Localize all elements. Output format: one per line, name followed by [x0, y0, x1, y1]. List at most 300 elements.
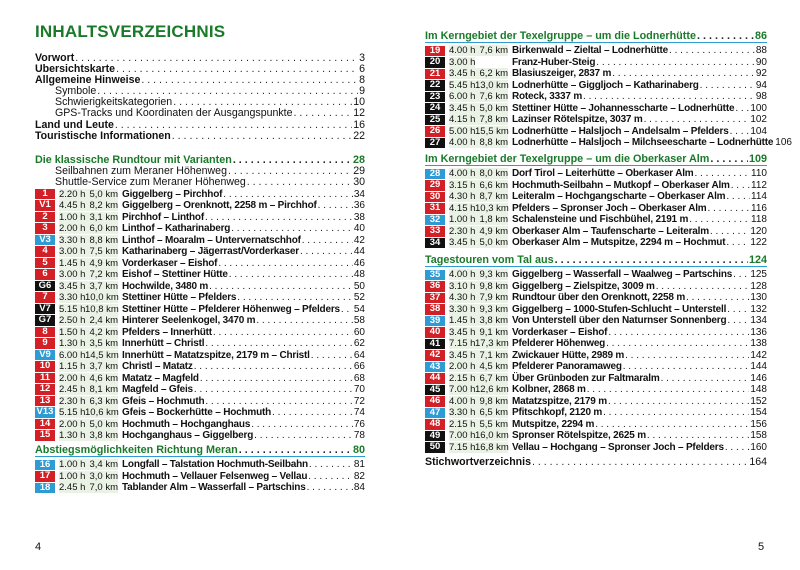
tour-number-badge: 3: [35, 223, 55, 234]
tour-row[interactable]: [35, 292, 365, 304]
dot-leader: [205, 212, 353, 223]
tour-distance: 3,5 km: [85, 338, 118, 349]
tour-row[interactable]: [35, 482, 365, 494]
tour-row[interactable]: [425, 327, 767, 339]
entry-title: Touristische Informationen: [35, 130, 171, 142]
tour-row[interactable]: [425, 304, 767, 316]
dot-leader: [727, 315, 749, 326]
tour-distance: 7,0 km: [85, 482, 118, 493]
dot-leader: [205, 338, 353, 349]
entry-title: Vorwort: [35, 53, 75, 64]
tour-distance: 5,0 km: [85, 189, 118, 200]
tour-row[interactable]: [35, 384, 365, 396]
dot-leader: [603, 407, 749, 418]
dot-leader: [710, 226, 749, 237]
tour-row[interactable]: [425, 292, 767, 304]
tour-page: 68: [353, 372, 365, 384]
tour-distance: 7,1 km: [475, 350, 508, 361]
dot-leader: [695, 168, 751, 179]
tour-number-badge: G6: [35, 281, 55, 292]
tour-row[interactable]: [35, 471, 365, 483]
tour-duration: 4.00 h: [449, 269, 476, 281]
tour-page: 106: [775, 137, 792, 149]
entry-title: Stichwortverzeichnis: [425, 457, 531, 468]
dot-leader: [307, 482, 353, 493]
tour-distance: 2,4 km: [85, 315, 118, 326]
toc-entry[interactable]: [35, 64, 365, 75]
tour-row[interactable]: [35, 315, 365, 327]
tour-row[interactable]: [425, 45, 767, 57]
tour-distance: 9,1 km: [475, 327, 508, 338]
tour-distance: 16,8 km: [475, 441, 509, 453]
tour-name: Longfall – Talstation Hochmuth-Seilbahn: [122, 459, 308, 471]
tour-row[interactable]: [35, 188, 365, 200]
dot-leader: [625, 350, 749, 361]
dot-leader: [726, 237, 749, 248]
dot-leader: [700, 80, 755, 91]
tour-number-badge: 15: [35, 430, 55, 441]
tour-number-badge: 41: [425, 339, 445, 350]
tour-name: Hochmuth – Hochganghaus: [122, 418, 251, 430]
tour-row[interactable]: [35, 326, 365, 338]
tour-row[interactable]: [425, 136, 792, 149]
tour-row[interactable]: [35, 257, 365, 269]
tour-page: 142: [750, 349, 767, 361]
tour-duration: 3.45 h: [59, 280, 86, 292]
dot-leader: [254, 430, 353, 441]
dot-leader: [213, 327, 353, 338]
tour-row[interactable]: [35, 234, 365, 246]
entry-title: GPS-Tracks und Koordinaten der Ausgangspunkte: [55, 108, 293, 120]
tour-duration: 3.45 h: [449, 349, 476, 361]
toc-entry[interactable]: [35, 75, 365, 86]
tour-duration: 2.00 h: [59, 223, 86, 235]
tour-page: 60: [353, 326, 365, 338]
tour-distance: 14,5 km: [85, 349, 119, 361]
tour-page: 130: [750, 292, 767, 304]
tour-page: 52: [353, 292, 365, 304]
tour-distance: 8,1 km: [85, 384, 118, 395]
dot-leader: [612, 68, 755, 79]
tour-name: Innerhütt – Matatzspitze, 2179 m – Christl: [122, 349, 310, 361]
tour-distance: 10,3 km: [475, 202, 509, 214]
tour-page: 74: [353, 407, 365, 419]
tour-duration: 4.15 h: [449, 114, 476, 126]
dot-leader: [669, 45, 755, 56]
tour-row[interactable]: [425, 203, 767, 215]
tour-number-badge: 29: [425, 180, 445, 191]
tour-page: 114: [751, 191, 767, 203]
tour-name: Stettiner Hütte – Johannesscharte – Lodnerhütte: [512, 102, 735, 114]
section-rundtour: [35, 155, 365, 441]
tour-row[interactable]: [35, 303, 365, 315]
toc-subentry[interactable]: [35, 166, 365, 177]
tour-distance: 8,8 km: [85, 235, 118, 246]
tour-number-badge: V1: [35, 200, 55, 211]
dot-leader: [300, 246, 353, 257]
tour-number-badge: G7: [35, 315, 55, 326]
toc-entry[interactable]: [35, 86, 365, 97]
tour-number-badge: 45: [425, 385, 445, 396]
section-title: Im Kerngebiet der Texelgruppe – um die Lodnerhütte: [425, 31, 696, 42]
tour-distance: 9,8 km: [475, 281, 508, 292]
tour-number-badge: 20: [425, 57, 445, 68]
tour-duration: 1.00 h: [449, 214, 476, 226]
tour-number-badge: 1: [35, 189, 55, 200]
tour-row[interactable]: [425, 442, 767, 454]
tour-row[interactable]: [35, 246, 365, 258]
section-page: 28: [352, 155, 365, 166]
tour-page: 90: [755, 56, 767, 68]
section-heading[interactable]: [35, 445, 365, 456]
tour-name: Hochmuth – Vellauer Felsenweg – Vellau: [122, 470, 308, 482]
tour-number-badge: 35: [425, 270, 445, 281]
tour-page: 144: [750, 361, 767, 373]
tour-name: Giggelberg – Orenknott, 2258 m – Pirchhof: [122, 200, 317, 212]
entry-page: 29: [353, 166, 365, 178]
tour-page: 92: [755, 68, 767, 80]
tour-duration: 3.45 h: [449, 326, 476, 338]
tour-name: Kolbner, 2868 m: [512, 384, 586, 396]
page-title: INHALTSVERZEICHNIS: [35, 22, 226, 41]
tour-row[interactable]: [425, 315, 767, 327]
section-page: 80: [352, 445, 365, 456]
tour-page: 136: [750, 326, 767, 338]
tour-page: 54: [353, 303, 365, 315]
tour-distance: 8,0 km: [475, 168, 508, 179]
tour-page: 134: [750, 315, 767, 327]
tour-row[interactable]: [425, 57, 767, 69]
tour-distance: 3,0 km: [85, 471, 118, 482]
dot-leader: [731, 180, 750, 191]
tour-page: 128: [750, 280, 767, 292]
tour-distance: 7,5 km: [85, 246, 118, 257]
tour-duration: 4.00 h: [449, 137, 476, 149]
tour-row[interactable]: [35, 269, 365, 281]
tour-row[interactable]: [425, 361, 767, 373]
tour-row[interactable]: [425, 419, 767, 431]
dot-leader: [726, 191, 750, 202]
tour-row[interactable]: [425, 68, 767, 80]
tour-distance: 4,5 km: [475, 361, 508, 372]
tour-row[interactable]: [425, 373, 767, 385]
tour-duration: 5.15 h: [59, 303, 86, 315]
tour-name: Christl – Matatz: [122, 361, 193, 373]
tour-distance: 9,3 km: [475, 304, 508, 315]
toc-entry[interactable]: [35, 97, 365, 108]
tour-distance: 8,7 km: [475, 191, 508, 202]
tour-distance: 8,2 km: [85, 200, 118, 211]
tour-row[interactable]: [35, 372, 365, 384]
toc-general: [35, 53, 365, 142]
tour-distance: 16,0 km: [475, 430, 509, 442]
tour-duration: 7.15 h: [449, 338, 476, 350]
tour-row[interactable]: [425, 237, 767, 249]
tour-number-badge: V3: [35, 235, 55, 246]
tour-distance: 3,7 km: [85, 361, 118, 372]
toc-entry[interactable]: [35, 131, 365, 142]
tour-number-badge: 23: [425, 92, 445, 103]
tour-distance: 15,5 km: [475, 125, 509, 137]
section-tagestouren: [425, 255, 767, 453]
tour-duration: 2.30 h: [449, 225, 476, 237]
tour-page: 148: [750, 384, 767, 396]
tour-page: 66: [353, 361, 365, 373]
tour-row[interactable]: [425, 338, 767, 350]
tour-row[interactable]: [425, 168, 767, 180]
dot-leader: [223, 189, 353, 200]
tour-distance: 4,2 km: [85, 327, 118, 338]
tour-row[interactable]: [35, 338, 365, 350]
tour-distance: 3,7 km: [85, 281, 118, 292]
tour-number-badge: 18: [35, 483, 55, 494]
entry-page: 16: [353, 119, 365, 131]
tour-distance: 5,0 km: [85, 419, 118, 430]
tour-page: 82: [353, 470, 365, 482]
section-page: 86: [754, 31, 767, 42]
tour-row[interactable]: [35, 407, 365, 419]
tour-name: Giggelberg – Wasserfall – Waalweg – Partschins: [512, 269, 733, 281]
tour-distance: 6,6 km: [475, 180, 508, 191]
tour-name: Pfelders – Spronser Joch – Oberkaser Alm: [512, 202, 707, 214]
tour-row[interactable]: [35, 459, 365, 471]
tour-page: 154: [750, 407, 767, 419]
tour-number-badge: 9: [35, 338, 55, 349]
tour-duration: 7.15 h: [449, 441, 476, 453]
tour-name: Matatzspitze, 2179 m: [512, 395, 607, 407]
toc-entry[interactable]: [35, 53, 365, 64]
tour-page: 42: [353, 234, 365, 246]
tour-name: Roteck, 3337 m: [512, 91, 583, 103]
tour-name: Spronser Rötelspitze, 2625 m: [512, 430, 646, 442]
section-title: Die klassische Rundtour mit Varianten: [35, 155, 232, 166]
tour-page: 125: [750, 269, 767, 281]
tour-duration: 1.45 h: [59, 257, 86, 269]
tour-duration: 3.00 h: [449, 56, 476, 68]
tour-number-badge: 16: [35, 460, 55, 471]
tour-row[interactable]: [35, 418, 365, 430]
tour-distance: 5,0 km: [475, 103, 508, 114]
tour-name: Stettiner Hütte – Pfelderer Höhenweg – Pfelders: [122, 303, 340, 315]
tour-duration: 5.45 h: [449, 79, 476, 91]
tour-row[interactable]: [425, 91, 767, 103]
entry-page: 10: [353, 97, 365, 109]
tour-distance: 7,8 km: [475, 114, 508, 125]
section-divider: [35, 456, 365, 457]
tour-number-badge: 30: [425, 192, 445, 203]
tour-page: 152: [750, 395, 767, 407]
tour-page: 50: [353, 280, 365, 292]
tour-duration: 1.30 h: [59, 430, 86, 442]
tour-row[interactable]: [425, 180, 767, 192]
toc-entry[interactable]: [35, 108, 365, 119]
dot-leader: [623, 361, 750, 372]
tour-distance: 4,6 km: [85, 373, 118, 384]
tour-name: Gfeis – Bockerhütte – Hochmuth: [122, 407, 272, 419]
index-entry: [425, 457, 767, 468]
tour-page: 40: [353, 223, 365, 235]
tour-page: 44: [353, 246, 365, 258]
dot-leader: [205, 396, 353, 407]
dot-leader: [272, 407, 353, 418]
tour-row[interactable]: [35, 430, 365, 442]
tour-name: Pfelderer Höhenweg: [512, 338, 606, 350]
dot-leader: [689, 214, 750, 225]
section-heading[interactable]: [425, 31, 767, 42]
tour-distance: 4,9 km: [475, 226, 508, 237]
tour-name: Mutspitze, 2294 m: [512, 418, 595, 430]
tour-duration: 1.30 h: [59, 338, 86, 350]
dot-leader: [587, 384, 750, 395]
dot-leader: [309, 459, 353, 470]
tour-number-badge: 17: [35, 471, 55, 482]
tour-page: 100: [750, 102, 767, 114]
tour-name: Oberkaser Alm – Mutspitze, 2294 m – Hochmut: [512, 237, 726, 249]
tour-duration: 2.30 h: [59, 395, 86, 407]
tour-duration: 3.30 h: [449, 407, 476, 419]
tour-number-badge: 8: [35, 327, 55, 338]
tour-page: 84: [353, 482, 365, 494]
tour-row[interactable]: [425, 126, 767, 138]
tour-row[interactable]: [425, 384, 767, 396]
tour-duration: 1.50 h: [59, 326, 86, 338]
section-lodnerhuette: [425, 31, 792, 149]
tour-number-badge: 25: [425, 115, 445, 126]
tour-page: 122: [750, 237, 767, 249]
tour-distance: 8,8 km: [475, 137, 508, 148]
tour-distance: 5,0 km: [475, 237, 508, 248]
tour-page: 102: [750, 114, 767, 126]
dot-leader: [733, 269, 749, 280]
section-heading[interactable]: [35, 155, 365, 166]
dot-leader: [341, 304, 353, 315]
tour-duration: 3.15 h: [449, 179, 476, 191]
tour-page: 76: [353, 418, 365, 430]
tour-row[interactable]: [425, 214, 767, 226]
entry-title: Seilbahnen zum Meraner Höhenweg: [55, 166, 227, 178]
dot-leader: [708, 203, 751, 214]
tour-name: Pfelders – Innerhütt: [122, 326, 212, 338]
tour-name: Vorderkaser – Eishof: [122, 257, 218, 269]
tour-page: 112: [751, 179, 767, 191]
tour-row[interactable]: [425, 407, 767, 419]
tour-row[interactable]: [425, 80, 767, 92]
tour-row[interactable]: [35, 280, 365, 292]
tour-duration: 2.15 h: [449, 372, 476, 384]
dot-leader: [710, 154, 748, 165]
tour-page: 48: [353, 269, 365, 281]
tour-duration: 3.10 h: [449, 280, 476, 292]
tour-row[interactable]: [425, 103, 767, 115]
tour-row[interactable]: [35, 349, 365, 361]
tour-number-badge: 24: [425, 103, 445, 114]
dot-leader: [173, 97, 352, 108]
tour-name: Gfeis – Hochmuth: [122, 395, 205, 407]
tour-name: Stettiner Hütte – Pfelders: [122, 292, 237, 304]
tour-page: 62: [353, 338, 365, 350]
tour-page: 72: [353, 395, 365, 407]
tour-name: Giggelberg – Pirchhof: [122, 188, 223, 200]
toc-subentry[interactable]: [35, 177, 365, 188]
section-title: Im Kerngebiet der Texelgruppe – um die Oberkaser Alm: [425, 154, 710, 165]
tour-name: Hinterer Seelenkogel, 3470 m: [122, 315, 256, 327]
section-page: 124: [748, 255, 767, 266]
tour-row[interactable]: [425, 281, 767, 293]
tour-row[interactable]: [35, 200, 365, 212]
dot-leader: [194, 361, 353, 372]
tour-number-badge: 32: [425, 215, 445, 226]
tour-name: Innerhütt – Christl: [122, 338, 205, 350]
tour-row[interactable]: [35, 395, 365, 407]
tour-number-badge: 22: [425, 80, 445, 91]
section-heading[interactable]: [425, 255, 767, 266]
tour-number-badge: 38: [425, 304, 445, 315]
tour-number-badge: 43: [425, 362, 445, 373]
tour-distance: 6,2 km: [475, 68, 508, 79]
section-heading[interactable]: [425, 154, 767, 165]
tour-distance: 5,5 km: [475, 419, 508, 430]
section-abstieg: [35, 445, 365, 494]
tour-name: Pfelderer Panoramaweg: [512, 361, 622, 373]
toc-entry[interactable]: [425, 457, 767, 468]
dot-leader: [727, 304, 749, 315]
tour-duration: 1.45 h: [449, 315, 476, 327]
dot-leader: [656, 281, 750, 292]
tour-page: 104: [750, 125, 767, 137]
tour-distance: 7,9 km: [475, 292, 508, 303]
section-divider: [425, 165, 767, 166]
tour-page: 146: [750, 372, 767, 384]
dot-leader: [231, 223, 353, 234]
tour-number-badge: 50: [425, 442, 445, 453]
entry-page: 6: [359, 64, 365, 76]
dot-leader: [302, 235, 353, 246]
tour-row[interactable]: [425, 191, 767, 203]
tour-name: Pirchhof – Linthof: [122, 211, 204, 223]
toc-entry[interactable]: [35, 120, 365, 131]
tour-page: 110: [751, 168, 767, 180]
entry-page: 9: [359, 86, 365, 98]
tour-row[interactable]: [425, 350, 767, 362]
tour-number-badge: 5: [35, 258, 55, 269]
entry-title: Symbole: [55, 86, 97, 98]
tour-row[interactable]: [425, 269, 767, 281]
tour-distance: 6,5 km: [475, 407, 508, 418]
tour-row[interactable]: [35, 211, 365, 223]
dot-leader: [218, 258, 353, 269]
section-divider: [425, 266, 767, 267]
dot-leader: [247, 177, 352, 188]
tour-number-badge: 27: [425, 138, 445, 149]
tour-row[interactable]: [425, 430, 767, 442]
tour-row[interactable]: [35, 223, 365, 235]
entry-page: 3: [359, 53, 365, 64]
tour-name: Lazinser Rötelspitze, 3037 m: [512, 114, 643, 126]
tour-duration: 4.30 h: [449, 191, 476, 203]
section-title: Tagestouren vom Tal aus: [425, 255, 554, 266]
tour-name: Giggelberg – 1000-Stufen-Schlucht – Unterstell: [512, 303, 727, 315]
tour-distance: 9,3 km: [475, 269, 508, 280]
tour-row[interactable]: [35, 361, 365, 373]
tour-row[interactable]: [425, 396, 767, 408]
tour-page: 116: [751, 202, 767, 214]
tour-name: Hochganghaus – Giggelberg: [122, 430, 254, 442]
tour-name: Hochwilde, 3480 m: [122, 280, 209, 292]
entry-page: 8: [359, 75, 365, 87]
tour-row[interactable]: [425, 114, 767, 126]
tour-number-badge: 12: [35, 384, 55, 395]
tour-row[interactable]: [425, 226, 767, 238]
